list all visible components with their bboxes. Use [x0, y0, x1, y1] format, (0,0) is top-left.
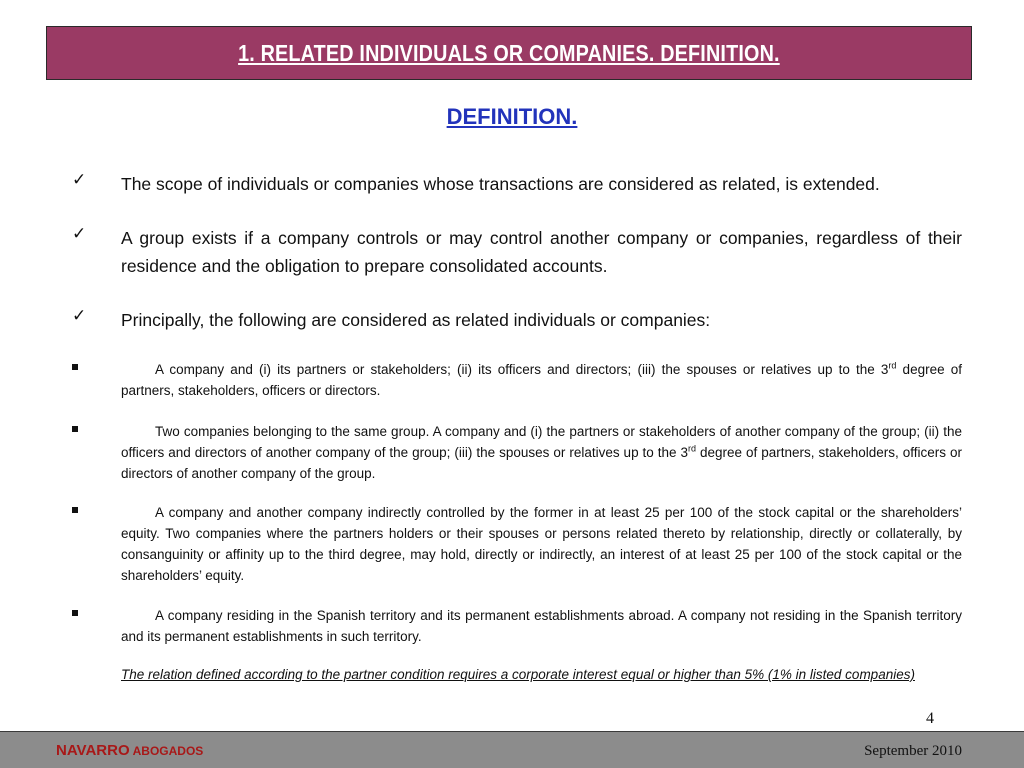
check-item-text: The scope of individuals or companies whose transactions are considered as related, is extended.	[121, 174, 880, 194]
checkmark-icon: ✓	[72, 170, 87, 190]
footer-bar	[0, 731, 1024, 768]
square-bullet-icon	[72, 426, 78, 432]
title-bar	[46, 26, 972, 80]
bullet-item-text: A company and another company indirectly controlled by the former in at least 25 per 100 of the stock capital or the shareholders’ equity. Two companies where the partners holders or their spouses or persons related thereto by relationship, directly or collaterally, by consanguinity or affinity up to the third degree, may hold, directly or indirectly, an interest of at least 25 per 100 of the stock capital or the shareholders’ equity.	[121, 505, 962, 583]
section-subtitle: DEFINITION.	[446, 104, 578, 129]
checkmark-icon: ✓	[72, 224, 87, 244]
footer-date: September 2010	[864, 743, 962, 759]
brand-subname: ABOGADOS	[132, 744, 204, 758]
check-item-text: Principally, the following are considered as related individuals or companies:	[121, 310, 711, 330]
bullet-item-text: Two companies belonging to the same group. A company and (i) the partners or stakeholders of another company of the group; (ii) the officers and directors of another company of the group; (iii) the spouses or relatives up to the 3rd degree of partners, stakeholders, officers or directors of another company of the group.	[121, 424, 962, 481]
bullet-item-4	[72, 605, 962, 647]
brand-name: NAVARRO	[56, 742, 130, 759]
check-item-3	[72, 306, 962, 334]
check-item-2	[72, 224, 962, 280]
bullet-item-1	[72, 359, 962, 401]
bullet-item-text: A company residing in the Spanish territory and its permanent establishments abroad. A company not residing in the Spanish territory and its permanent establishments in such territory.	[121, 608, 962, 644]
square-bullet-icon	[72, 610, 78, 616]
checkmark-icon: ✓	[72, 306, 87, 326]
check-item-text: A group exists if a company controls or may control another company or companies, regardless of their residence and the obligation to prepare consolidated accounts.	[121, 228, 962, 276]
check-item-1	[72, 170, 962, 198]
footnote: The relation defined according to the partner condition requires a corporate interest equal or higher than 5% (1% in listed companies)	[121, 667, 915, 682]
brand-logo	[56, 742, 203, 760]
square-bullet-icon	[72, 364, 78, 370]
bullet-item-2	[72, 421, 962, 484]
slide-title: 1. RELATED INDIVIDUALS OR COMPANIES. DEFINITION.	[238, 39, 780, 66]
page-number: 4	[926, 710, 934, 727]
bullet-item-text: A company and (i) its partners or stakeholders; (ii) its officers and directors; (iii) the spouses or relatives up to the 3rd degree of partners, stakeholders, officers or directors.	[121, 360, 962, 398]
square-bullet-icon	[72, 507, 78, 513]
bullet-item-3	[72, 502, 962, 586]
